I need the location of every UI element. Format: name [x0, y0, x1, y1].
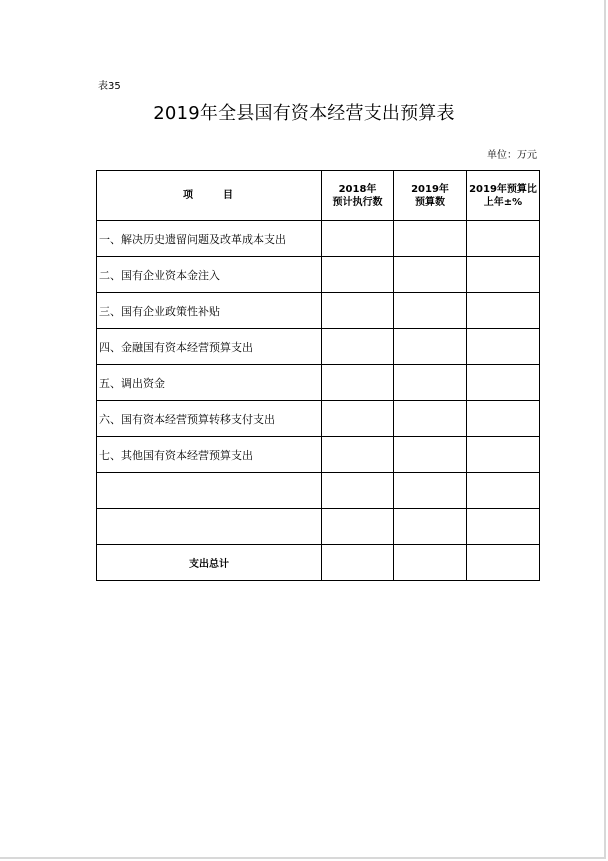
header-2018	[322, 171, 394, 221]
cell-change	[467, 473, 540, 509]
header-change-line1: 2019年预算比	[469, 183, 537, 195]
cell-2019	[394, 365, 467, 401]
row-label: 六、国有资本经营预算转移支付支出	[97, 401, 322, 437]
row-label: 一、解决历史遗留问题及改革成本支出	[97, 221, 322, 257]
header-2019-line2: 预算数	[415, 196, 445, 208]
total-change	[467, 545, 540, 581]
cell-2019	[394, 401, 467, 437]
header-2018-line2: 预计执行数	[332, 196, 383, 208]
cell-change	[467, 293, 540, 329]
header-2018-line1: 2018年	[338, 183, 377, 195]
cell-2018	[322, 437, 394, 473]
row-label	[97, 473, 322, 509]
table-row	[97, 401, 540, 437]
header-item	[97, 171, 322, 221]
cell-2019	[394, 509, 467, 545]
cell-change	[467, 329, 540, 365]
cell-2018	[322, 257, 394, 293]
row-label	[97, 509, 322, 545]
table-row	[97, 473, 540, 509]
cell-2019	[394, 257, 467, 293]
table-number: 表35	[98, 81, 121, 92]
header-2019-line1: 2019年	[411, 183, 449, 195]
header-change	[467, 171, 540, 221]
row-label: 三、国有企业政策性补贴	[97, 293, 322, 329]
budget-table	[96, 170, 540, 581]
row-label: 四、金融国有资本经营预算支出	[97, 329, 322, 365]
cell-change	[467, 221, 540, 257]
cell-2019	[394, 437, 467, 473]
header-change-line2: 上年±%	[483, 196, 523, 208]
header-item-char-2: 目	[223, 190, 235, 201]
page-title: 2019年全县国有资本经营支出预算表	[153, 103, 455, 124]
table-row	[97, 257, 540, 293]
cell-change	[467, 401, 540, 437]
cell-2018	[322, 293, 394, 329]
cell-2018	[322, 329, 394, 365]
row-label: 五、调出资金	[97, 365, 322, 401]
cell-2019	[394, 221, 467, 257]
total-label: 支出总计	[97, 545, 322, 581]
header-row	[97, 171, 540, 221]
cell-2018	[322, 509, 394, 545]
cell-2018	[322, 365, 394, 401]
cell-change	[467, 437, 540, 473]
total-2018	[322, 545, 394, 581]
cell-2018	[322, 401, 394, 437]
cell-2018	[322, 473, 394, 509]
table-row	[97, 293, 540, 329]
header-item-char-1: 项	[183, 190, 195, 201]
table-row	[97, 365, 540, 401]
row-label: 七、其他国有资本经营预算支出	[97, 437, 322, 473]
table-row	[97, 509, 540, 545]
cell-2019	[394, 329, 467, 365]
table-row	[97, 437, 540, 473]
table-row	[97, 329, 540, 365]
header-2019	[394, 171, 467, 221]
unit-label: 单位：万元	[487, 150, 537, 161]
cell-2018	[322, 221, 394, 257]
total-row	[97, 545, 540, 581]
cell-2019	[394, 293, 467, 329]
cell-change	[467, 509, 540, 545]
cell-2019	[394, 473, 467, 509]
cell-change	[467, 365, 540, 401]
row-label: 二、国有企业资本金注入	[97, 257, 322, 293]
total-2019	[394, 545, 467, 581]
cell-change	[467, 257, 540, 293]
table-row	[97, 221, 540, 257]
